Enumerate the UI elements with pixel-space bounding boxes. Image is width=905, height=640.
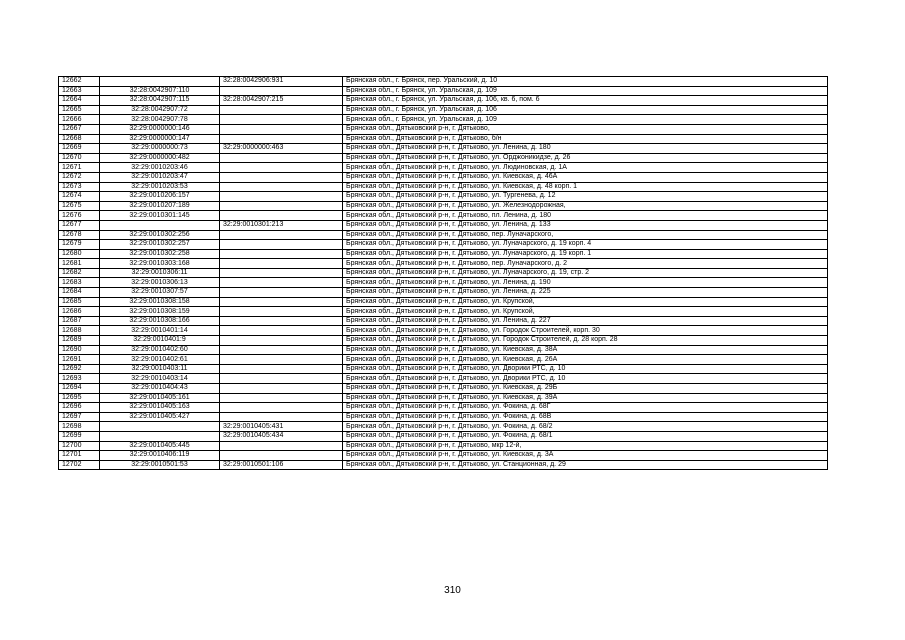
cadastral-number-cell: 32:29:0000000:146 (100, 124, 220, 134)
cadastral-number-cell: 32:28:0042907:78 (100, 115, 220, 125)
row-number-cell: 12664 (59, 96, 100, 106)
related-cadastral-number-cell: 32:29:0010405:431 (220, 422, 343, 432)
cadastral-number-cell: 32:29:0000000:147 (100, 134, 220, 144)
table-row (59, 403, 828, 413)
table-row (59, 249, 828, 259)
row-number-cell: 12682 (59, 268, 100, 278)
cadastral-number-cell: 32:29:0010405:161 (100, 393, 220, 403)
related-cadastral-number-cell: 32:28:0042907:215 (220, 96, 343, 106)
table-row (59, 345, 828, 355)
cadastral-number-cell: 32:29:0010406:119 (100, 451, 220, 461)
property-registry-table (58, 76, 828, 470)
table-row (59, 460, 828, 470)
related-cadastral-number-cell (220, 403, 343, 413)
related-cadastral-number-cell (220, 441, 343, 451)
table-row (59, 422, 828, 432)
related-cadastral-number-cell (220, 297, 343, 307)
table-row (59, 86, 828, 96)
address-cell: Брянская обл., Дятьковский р-н, г. Дятьково, ул. Киевская, д. 29Б (343, 384, 828, 394)
row-number-cell: 12662 (59, 77, 100, 87)
related-cadastral-number-cell: 32:29:0010405:434 (220, 431, 343, 441)
table-row (59, 307, 828, 317)
row-number-cell: 12696 (59, 403, 100, 413)
row-number-cell: 12675 (59, 201, 100, 211)
address-cell: Брянская обл., Дятьковский р-н, г. Дятьково, ул. Луначарского, д. 19, стр. 2 (343, 268, 828, 278)
cadastral-number-cell: 32:29:0010203:53 (100, 182, 220, 192)
cadastral-number-cell: 32:29:0010306:13 (100, 278, 220, 288)
address-cell: Брянская обл., Дятьковский р-н, г. Дятьково, ул. Фокина, д. 68В (343, 412, 828, 422)
table-row (59, 163, 828, 173)
related-cadastral-number-cell (220, 201, 343, 211)
address-cell: Брянская обл., Дятьковский р-н, г. Дятьково, ул. Городок Строителей, корп. 30 (343, 326, 828, 336)
address-cell: Брянская обл., Дятьковский р-н, г. Дятьково, ул. Киевская, д. 39А (343, 393, 828, 403)
related-cadastral-number-cell (220, 182, 343, 192)
related-cadastral-number-cell (220, 364, 343, 374)
related-cadastral-number-cell (220, 336, 343, 346)
related-cadastral-number-cell (220, 451, 343, 461)
row-number-cell: 12672 (59, 172, 100, 182)
related-cadastral-number-cell (220, 86, 343, 96)
address-cell: Брянская обл., Дятьковский р-н, г. Дятьково, ул. Ленина, д. 180 (343, 144, 828, 154)
table-row (59, 240, 828, 250)
table-row (59, 316, 828, 326)
row-number-cell: 12670 (59, 153, 100, 163)
cadastral-number-cell: 32:29:0010203:47 (100, 172, 220, 182)
row-number-cell: 12671 (59, 163, 100, 173)
cadastral-number-cell: 32:29:0010303:168 (100, 259, 220, 269)
cadastral-number-cell: 32:29:0010401:14 (100, 326, 220, 336)
cadastral-number-cell: 32:29:0010403:14 (100, 374, 220, 384)
row-number-cell: 12690 (59, 345, 100, 355)
address-cell: Брянская обл., Дятьковский р-н, г. Дятьково, ул. Ленина, д. 227 (343, 316, 828, 326)
cadastral-number-cell: 32:29:0010402:61 (100, 355, 220, 365)
cadastral-number-cell: 32:29:0000000:73 (100, 144, 220, 154)
cadastral-number-cell: 32:29:0010302:257 (100, 240, 220, 250)
related-cadastral-number-cell (220, 316, 343, 326)
table-row (59, 153, 828, 163)
table-row (59, 201, 828, 211)
address-cell: Брянская обл., Дятьковский р-н, г. Дятьково, ул. Фокина, д. 68Г (343, 403, 828, 413)
related-cadastral-number-cell (220, 268, 343, 278)
row-number-cell: 12679 (59, 240, 100, 250)
related-cadastral-number-cell (220, 393, 343, 403)
table-row (59, 211, 828, 221)
address-cell: Брянская обл., Дятьковский р-н, г. Дятьково, пер. Луначарского, д. 2 (343, 259, 828, 269)
address-cell: Брянская обл., Дятьковский р-н, г. Дятьково, ул. Станционная, д. 29 (343, 460, 828, 470)
related-cadastral-number-cell (220, 259, 343, 269)
cadastral-number-cell: 32:29:0010405:163 (100, 403, 220, 413)
table-row (59, 441, 828, 451)
row-number-cell: 12684 (59, 288, 100, 298)
row-number-cell: 12689 (59, 336, 100, 346)
row-number-cell: 12665 (59, 105, 100, 115)
row-number-cell: 12691 (59, 355, 100, 365)
cadastral-number-cell: 32:29:0010302:258 (100, 249, 220, 259)
related-cadastral-number-cell (220, 211, 343, 221)
related-cadastral-number-cell (220, 240, 343, 250)
cadastral-number-cell: 32:28:0042907:115 (100, 96, 220, 106)
related-cadastral-number-cell (220, 230, 343, 240)
cadastral-number-cell: 32:28:0042907:110 (100, 86, 220, 96)
cadastral-number-cell: 32:29:0010206:157 (100, 192, 220, 202)
table-row (59, 364, 828, 374)
address-cell: Брянская обл., Дятьковский р-н, г. Дятьково, ул. Дворики РТС, д. 10 (343, 374, 828, 384)
table-row (59, 355, 828, 365)
page-number: 310 (444, 585, 461, 596)
address-cell: Брянская обл., Дятьковский р-н, г. Дятьково, ул. Людиновская, д. 1А (343, 163, 828, 173)
address-cell: Брянская обл., Дятьковский р-н, г. Дятьково, ул. Орджоникидзе, д. 26 (343, 153, 828, 163)
table-row (59, 220, 828, 230)
address-cell: Брянская обл., Дятьковский р-н, г. Дятьково, ул. Железнодорожная, (343, 201, 828, 211)
row-number-cell: 12683 (59, 278, 100, 288)
row-number-cell: 12688 (59, 326, 100, 336)
related-cadastral-number-cell (220, 374, 343, 384)
cadastral-number-cell (100, 422, 220, 432)
registry-table-body (59, 77, 828, 470)
related-cadastral-number-cell (220, 384, 343, 394)
cadastral-number-cell: 32:28:0042907:72 (100, 105, 220, 115)
table-row (59, 124, 828, 134)
table-row (59, 259, 828, 269)
row-number-cell: 12686 (59, 307, 100, 317)
cadastral-number-cell (100, 77, 220, 87)
table-row (59, 374, 828, 384)
cadastral-number-cell: 32:29:0010401:9 (100, 336, 220, 346)
address-cell: Брянская обл., Дятьковский р-н, г. Дятьково, ул. Киевская, д. 38А (343, 345, 828, 355)
related-cadastral-number-cell (220, 115, 343, 125)
address-cell: Брянская обл., г. Брянск, ул. Уральская, д. 109 (343, 115, 828, 125)
cadastral-number-cell: 32:29:0010301:145 (100, 211, 220, 221)
table-row (59, 384, 828, 394)
related-cadastral-number-cell: 32:29:0000000:463 (220, 144, 343, 154)
cadastral-number-cell: 32:29:0010306:11 (100, 268, 220, 278)
related-cadastral-number-cell: 32:29:0010301:213 (220, 220, 343, 230)
table-row (59, 278, 828, 288)
table-row (59, 297, 828, 307)
address-cell: Брянская обл., Дятьковский р-н, г. Дятьково, (343, 124, 828, 134)
row-number-cell: 12695 (59, 393, 100, 403)
cadastral-number-cell: 32:29:0010403:11 (100, 364, 220, 374)
table-row (59, 336, 828, 346)
table-row (59, 182, 828, 192)
address-cell: Брянская обл., Дятьковский р-н, г. Дятьково, ул. Крупской, (343, 297, 828, 307)
address-cell: Брянская обл., Дятьковский р-н, г. Дятьково, ул. Киевская, д. 48 корп. 1 (343, 182, 828, 192)
address-cell: Брянская обл., Дятьковский р-н, г. Дятьково, ул. Луначарского, д. 19 корп. 4 (343, 240, 828, 250)
address-cell: Брянская обл., Дятьковский р-н, г. Дятьково, ул. Тургенева, д. 12 (343, 192, 828, 202)
row-number-cell: 12700 (59, 441, 100, 451)
related-cadastral-number-cell (220, 355, 343, 365)
related-cadastral-number-cell: 32:28:0042906:931 (220, 77, 343, 87)
related-cadastral-number-cell (220, 134, 343, 144)
row-number-cell: 12668 (59, 134, 100, 144)
row-number-cell: 12681 (59, 259, 100, 269)
related-cadastral-number-cell (220, 278, 343, 288)
row-number-cell: 12678 (59, 230, 100, 240)
cadastral-number-cell: 32:29:0010405:427 (100, 412, 220, 422)
related-cadastral-number-cell (220, 326, 343, 336)
cadastral-number-cell: 32:29:0010501:53 (100, 460, 220, 470)
table-row (59, 230, 828, 240)
address-cell: Брянская обл., г. Брянск, ул. Уральская, д. 109 (343, 86, 828, 96)
address-cell: Брянская обл., Дятьковский р-н, г. Дятьково, ул. Крупской, (343, 307, 828, 317)
address-cell: Брянская обл., г. Брянск, ул. Уральская, д. 106, кв. 6, пом. 6 (343, 96, 828, 106)
related-cadastral-number-cell (220, 192, 343, 202)
address-cell: Брянская обл., Дятьковский р-н, г. Дятьково, ул. Ленина, д. 133 (343, 220, 828, 230)
row-number-cell: 12680 (59, 249, 100, 259)
row-number-cell: 12693 (59, 374, 100, 384)
address-cell: Брянская обл., Дятьковский р-н, г. Дятьково, ул. Ленина, д. 190 (343, 278, 828, 288)
table-row (59, 412, 828, 422)
address-cell: Брянская обл., Дятьковский р-н, г. Дятьково, б/н (343, 134, 828, 144)
address-cell: Брянская обл., Дятьковский р-н, г. Дятьково, ул. Луначарского, д. 19 корп. 1 (343, 249, 828, 259)
row-number-cell: 12702 (59, 460, 100, 470)
table-row (59, 431, 828, 441)
address-cell: Брянская обл., Дятьковский р-н, г. Дятьково, ул. Дворики РТС, д. 10 (343, 364, 828, 374)
table-row (59, 326, 828, 336)
related-cadastral-number-cell (220, 172, 343, 182)
row-number-cell: 12694 (59, 384, 100, 394)
address-cell: Брянская обл., г. Брянск, пер. Уральский, д. 10 (343, 77, 828, 87)
address-cell: Брянская обл., Дятьковский р-н, г. Дятьково, мкр 12-й, (343, 441, 828, 451)
address-cell: Брянская обл., Дятьковский р-н, г. Дятьково, ул. Ленина, д. 225 (343, 288, 828, 298)
address-cell: Брянская обл., Дятьковский р-н, г. Дятьково, ул. Киевская, д. 46А (343, 172, 828, 182)
cadastral-number-cell: 32:29:0010302:256 (100, 230, 220, 240)
row-number-cell: 12687 (59, 316, 100, 326)
related-cadastral-number-cell (220, 412, 343, 422)
address-cell: Брянская обл., г. Брянск, ул. Уральская, д. 106 (343, 105, 828, 115)
address-cell: Брянская обл., Дятьковский р-н, г. Дятьково, ул. Киевская, д. 3А (343, 451, 828, 461)
related-cadastral-number-cell (220, 288, 343, 298)
related-cadastral-number-cell: 32:29:0010501:106 (220, 460, 343, 470)
cadastral-number-cell (100, 220, 220, 230)
row-number-cell: 12673 (59, 182, 100, 192)
row-number-cell: 12701 (59, 451, 100, 461)
related-cadastral-number-cell (220, 249, 343, 259)
cadastral-number-cell: 32:29:0010207:189 (100, 201, 220, 211)
address-cell: Брянская обл., Дятьковский р-н, г. Дятьково, ул. Киевская, д. 26А (343, 355, 828, 365)
table-row (59, 288, 828, 298)
table-row (59, 134, 828, 144)
row-number-cell: 12699 (59, 431, 100, 441)
row-number-cell: 12663 (59, 86, 100, 96)
row-number-cell: 12698 (59, 422, 100, 432)
table-row (59, 144, 828, 154)
related-cadastral-number-cell (220, 345, 343, 355)
cadastral-number-cell: 32:29:0010307:57 (100, 288, 220, 298)
address-cell: Брянская обл., Дятьковский р-н, г. Дятьково, ул. Городок Строителей, д. 28 корп. 28 (343, 336, 828, 346)
cadastral-number-cell: 32:29:0010402:60 (100, 345, 220, 355)
row-number-cell: 12667 (59, 124, 100, 134)
table-row (59, 451, 828, 461)
related-cadastral-number-cell (220, 105, 343, 115)
table-row (59, 393, 828, 403)
row-number-cell: 12697 (59, 412, 100, 422)
cadastral-number-cell (100, 431, 220, 441)
table-row (59, 105, 828, 115)
row-number-cell: 12692 (59, 364, 100, 374)
table-row (59, 192, 828, 202)
row-number-cell: 12676 (59, 211, 100, 221)
cadastral-number-cell: 32:29:0000000:482 (100, 153, 220, 163)
row-number-cell: 12669 (59, 144, 100, 154)
address-cell: Брянская обл., Дятьковский р-н, г. Дятьково, ул. Фокина, д. 68/1 (343, 431, 828, 441)
table-row (59, 268, 828, 278)
row-number-cell: 12677 (59, 220, 100, 230)
related-cadastral-number-cell (220, 124, 343, 134)
address-cell: Брянская обл., Дятьковский р-н, г. Дятьково, ул. Фокина, д. 68/2 (343, 422, 828, 432)
cadastral-number-cell: 32:29:0010404:43 (100, 384, 220, 394)
table-row (59, 77, 828, 87)
cadastral-number-cell: 32:29:0010405:445 (100, 441, 220, 451)
table-row (59, 96, 828, 106)
cadastral-number-cell: 32:29:0010308:166 (100, 316, 220, 326)
cadastral-number-cell: 32:29:0010308:159 (100, 307, 220, 317)
table-row (59, 172, 828, 182)
address-cell: Брянская обл., Дятьковский р-н, г. Дятьково, пл. Ленина, д. 180 (343, 211, 828, 221)
related-cadastral-number-cell (220, 307, 343, 317)
cadastral-number-cell: 32:29:0010308:158 (100, 297, 220, 307)
related-cadastral-number-cell (220, 163, 343, 173)
address-cell: Брянская обл., Дятьковский р-н, г. Дятьково, пер. Луначарского, (343, 230, 828, 240)
table-row (59, 115, 828, 125)
row-number-cell: 12674 (59, 192, 100, 202)
cadastral-number-cell: 32:29:0010203:46 (100, 163, 220, 173)
related-cadastral-number-cell (220, 153, 343, 163)
row-number-cell: 12666 (59, 115, 100, 125)
row-number-cell: 12685 (59, 297, 100, 307)
